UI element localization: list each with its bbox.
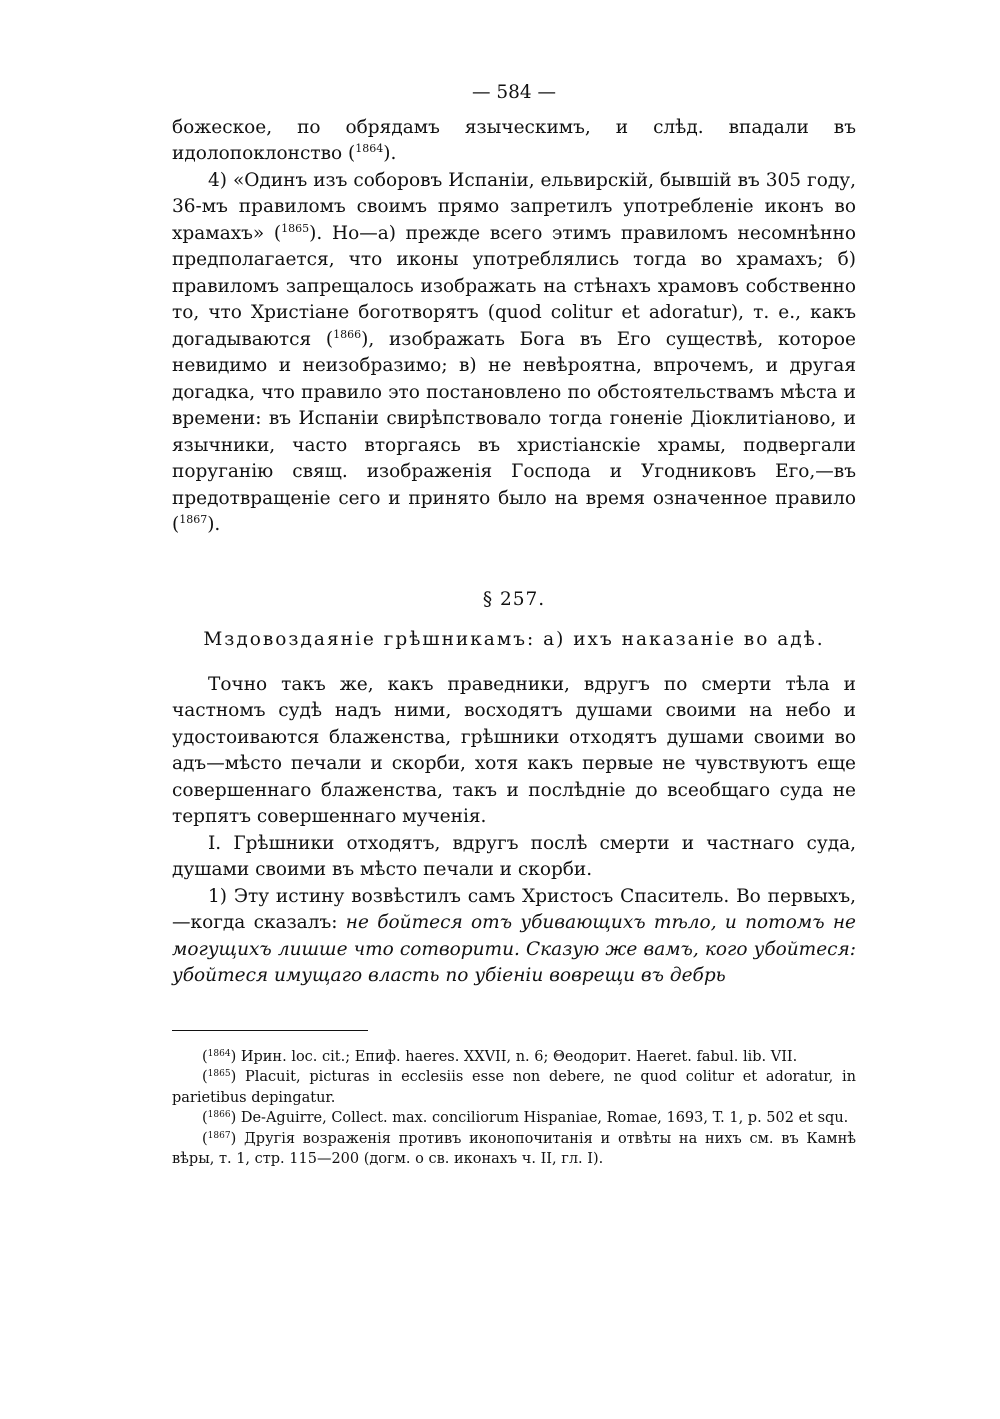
scripture-quote: не бойтеся отъ убивающихъ тѣло, и потомъ не могущихъ лишше что сотворити. Сказую же вамъ, кого убойтеся: убойтеся имущаго власть по убіеніи воврещи въ дебрь bbox=[172, 912, 856, 986]
section-number: § 257. bbox=[482, 588, 546, 610]
footnote-text: ) Ирин. loc. cit.; Епиф. haeres. XXVII, n. 6; Θеодорит. Haeret. fabul. lib. VII. bbox=[230, 1048, 798, 1065]
footnote-number: 1864 bbox=[207, 1048, 231, 1059]
footnote-text: ) Placuit, picturas in ecclesiis esse non debere, ne quod colitur et adoratur, in parietibus depingatur. bbox=[172, 1069, 856, 1106]
paragraph-text: ). Но—а) прежде всего этимъ правиломъ несомнѣнно предполагается, что иконы употреблялись тогда во храмахъ; б) правиломъ запрещалось изображать на стѣнахъ храмовъ собственно то, что Христіане боготворятъ (quod colitur et adoratur), т. е., какъ догадываются ( bbox=[172, 222, 856, 350]
paragraph-text: 4) «Одинъ изъ соборовъ Испаніи, ельвирскій, бывшій въ 305 году, 36-мъ правиломъ своимъ прямо запретилъ употребленіе иконъ во храмахъ» ( bbox=[172, 169, 856, 244]
footnote: ($^{1867}$) Другія возраженія противъ иконопочитанія и отвѣты на нихъ см. въ Камнѣ вѣры, т. 1, стр. 115—200 (догм. о св. иконахъ ч. II, гл. I). bbox=[172, 1130, 856, 1167]
page-number: — 584 — bbox=[471, 82, 557, 103]
footnote: ($^{1866}$) De-Aguirre, Collect. max. conciliorum Hispaniae, Romae, 1693, T. 1, p. 502 et squ. bbox=[202, 1110, 849, 1126]
footnotes bbox=[172, 1047, 856, 1170]
paragraph-text: божеское, по обрядамъ языческимъ, и слѣд. впадали въ идолопоклонство ( bbox=[172, 116, 856, 164]
footnote: ($^{1864}$) Ирин. loc. cit.; Епиф. haeres. XXVII, n. 6; Θеодорит. Haeret. fabul. lib. VII. bbox=[202, 1048, 798, 1065]
paragraph-text: ), изображать Бога въ Его существѣ, которое невидимо и неизобразимо; в) не невѣроятна, впрочемъ, и другая догадка, что правило это постановлено по обстоятельствамъ мѣста и времени: въ Испаніи свирѣпствовало тогда гоненіе Діоклитіаново, и язычники, часто вторгаясь въ христіанскіе храмы, подвергали поруганію свящ. изображенія Господа и Угодниковъ Его,—въ предотвращеніе сего и принято было на время означенное правило ( bbox=[172, 328, 856, 535]
footnote-divider bbox=[172, 1030, 368, 1031]
paragraph-council: 4) «Одинъ изъ соборовъ Испаніи, ельвирскій, бывшій въ 305 году, 36-мъ правиломъ своимъ прямо запретилъ употребленіе иконъ во храмахъ» ($^{1865}$). Но—а) прежде всего этимъ правиломъ несомнѣнно предполагается, что иконы употреблялись тогда во храмахъ; б) правиломъ запрещалось изображать на стѣнахъ храмовъ собственно то, что Христіане боготворятъ (quod colitur et adoratur), т. е., какъ догадываются ($^{1866}$), изображать Бога въ Его существѣ, которое невидимо и неизобразимо; в) не невѣроятна, впрочемъ, и другая догадка, что правило это постановлено по обстоятельствамъ мѣста и времени: въ Испаніи свирѣпствовало тогда гоненіе Діоклитіаново, и язычники, часто вторгаясь въ христіанскіе храмы, подвергали поруганію свящ. изображенія Господа и Угодниковъ Его,—въ предотвращеніе сего и принято было на время означенное правило ($^{1867}$). bbox=[172, 169, 856, 535]
paragraph-scripture bbox=[172, 884, 856, 990]
footnote-ref: 1865 bbox=[281, 221, 310, 235]
footnote-number: 1865 bbox=[207, 1069, 231, 1079]
footnote-ref: 1866 bbox=[333, 327, 362, 341]
footnote-ref: 1867 bbox=[179, 513, 208, 526]
footnote-text: ) Другія возраженія противъ иконопочитанія и отвѣты на нихъ см. въ Камнѣ вѣры, т. 1, стр. 115—200 (догм. о св. иконахъ ч. II, гл. I). bbox=[172, 1130, 856, 1167]
paragraph-thesis: I. Грѣшники отходятъ, вдругъ послѣ смерти и частнаго суда, душами своими въ мѣсто печали и скорби. bbox=[172, 832, 856, 880]
footnote-ref: 1864 bbox=[355, 142, 384, 155]
footnote: ($^{1865}$) Placuit, picturas in ecclesiis esse non debere, ne quod colitur et adoratur, in parietibus depingatur. bbox=[172, 1069, 856, 1106]
footnote-number: 1866 bbox=[207, 1110, 231, 1120]
book-page bbox=[172, 80, 856, 1170]
paragraph-idolatry: божеское, по обрядамъ языческимъ, и слѣд. впадали въ идолопоклонство ($^{1864}$). bbox=[172, 116, 856, 164]
footnote-text: ) De-Aguirre, Collect. max. conciliorum Hispaniae, Romae, 1693, T. 1, p. 502 et squ. bbox=[230, 1110, 849, 1126]
footnote-number: 1867 bbox=[207, 1130, 231, 1141]
section-title: Мздовоздаяніе грѣшникамъ: а) ихъ наказаніе во адѣ. bbox=[203, 629, 825, 650]
paragraph-intro: Точно такъ же, какъ праведники, вдругъ по смерти тѣла и частномъ судѣ надъ ними, восходятъ душами своими на небо и удостоиваются блаженства, грѣшники отходятъ душами своими во адъ—мѣсто печали и скорби, хотя какъ первые не чувствуютъ еще совершеннаго блаженства, такъ и послѣдніе до всеобщаго суда не терпятъ совершеннаго мученія. bbox=[172, 673, 856, 827]
paragraph-text: 1) Эту истину возвѣстилъ самъ Христосъ Спаситель. Во первыхъ,—когда сказалъ: bbox=[172, 885, 856, 933]
